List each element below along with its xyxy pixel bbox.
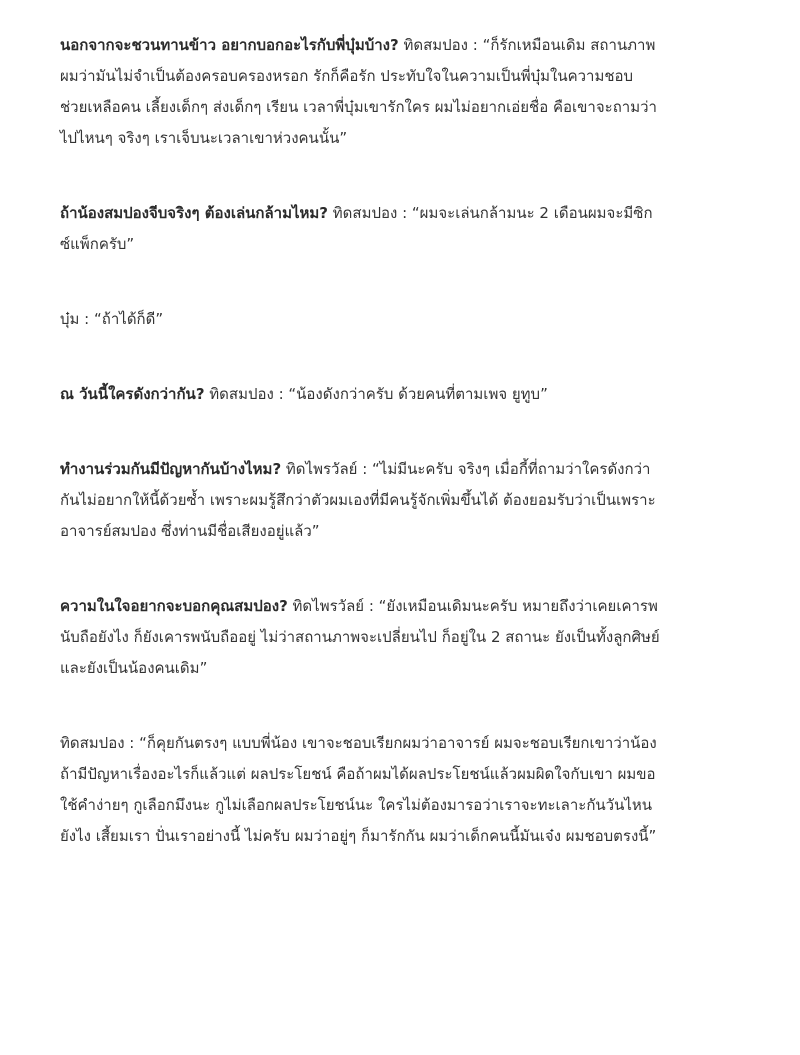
paragraph-3 bbox=[60, 304, 660, 335]
paragraph-5 bbox=[60, 454, 660, 547]
question-1: นอกจากจะชวนทานข้าว อยากบอกอะไรกับพี่บุ๋มบ้าง? bbox=[60, 36, 399, 54]
paragraph-7 bbox=[60, 728, 660, 852]
paragraph-6 bbox=[60, 591, 660, 684]
answer-7: ทิดสมปอง : “ก็คุยกันตรงๆ แบบพี่น้อง เขาจะชอบเรียกผมว่าอาจารย์ ผมจะชอบเรียกเขาว่าน้อง ถ้ามีปัญหาเรื่องอะไรก็แล้วแต่ ผลประโยชน์ คือถ้าผมได้ผลประโยชน์แล้วผมผิดใจกับเขา ผมขอใช้คำง่ายๆ กูเลือกมึงนะ กูไม่เลือกผลประโยชน์นะ ใครไม่ต้องมารอว่าเราจะทะเลาะกันวันไหน ยังไง เสี้ยมเรา ปั่นเราอย่างนี้ ไม่ครับ ผมว่าอยู่ๆ ก็มารักกัน ผมว่าเด็กคนนี้มันเจ๋ง ผมชอบตรงนี้” bbox=[60, 734, 657, 845]
question-2: ถ้าน้องสมปองจีบจริงๆ ต้องเล่นกล้ามไหม? bbox=[60, 204, 329, 222]
answer-6: ทิดไพรวัลย์ : “ยังเหมือนเดิมนะครับ หมายถึงว่าเคยเคารพนับถือยังไง ก็ยังเคารพนับถืออยู่ ไม่ว่าสถานภาพจะเปลี่ยนไป ก็อยู่ใน 2 สถานะ ยังเป็นทั้งลูกศิษย์และยังเป็นน้องคนเดิม” bbox=[60, 597, 660, 677]
answer-5: ทิดไพรวัลย์ : “ไม่มีนะครับ จริงๆ เมื่อกี้ที่ถามว่าใครดังกว่ากันไม่อยากให้นี้ด้วยซ้ำ เพราะผมรู้สึกว่าตัวผมเองที่มีคนรู้จักเพิ่มขึ้นได้ ต้องยอมรับว่าเป็นเพราะอาจารย์สมปอง ซึ่งท่านมีชื่อเสียงอยู่แล้ว” bbox=[60, 460, 656, 540]
paragraph-4 bbox=[60, 379, 660, 410]
answer-2: ทิดสมปอง : “ผมจะเล่นกล้ามนะ 2 เดือนผมจะมีซิกซ์แพ็กครับ” bbox=[60, 204, 653, 253]
answer-3: บุ๋ม : “ถ้าได้ก็ดี” bbox=[60, 310, 164, 328]
question-6: ความในใจอยากจะบอกคุณสมปอง? bbox=[60, 597, 288, 615]
question-4: ณ วันนี้ใครดังกว่ากัน? bbox=[60, 385, 205, 403]
paragraph-2 bbox=[60, 198, 660, 260]
answer-4: ทิดสมปอง : “น้องดังกว่าครับ ด้วยคนที่ตามเพจ ยูทูบ” bbox=[204, 385, 548, 403]
paragraph-1 bbox=[60, 30, 660, 154]
answer-1: ทิดสมปอง : “ก็รักเหมือนเดิม สถานภาพผมว่ามันไม่จำเป็นต้องครอบครองหรอก รักก็คือรัก ประทับใจในความเป็นพี่บุ๋มในความชอบช่วยเหลือคน เลี้ยงเด็กๆ ส่งเด็กๆ เรียน เวลาพี่บุ๋มเขารักใคร ผมไม่อยากเอ่ยชื่อ คือเขาจะถามว่าไปไหนๆ จริงๆ เราเจ็บนะเวลาเขาห่วงคนนั้น” bbox=[60, 36, 657, 147]
question-5: ทำงานร่วมกันมีปัญหากันบ้างไหม? bbox=[60, 460, 282, 478]
article-body bbox=[60, 30, 660, 852]
